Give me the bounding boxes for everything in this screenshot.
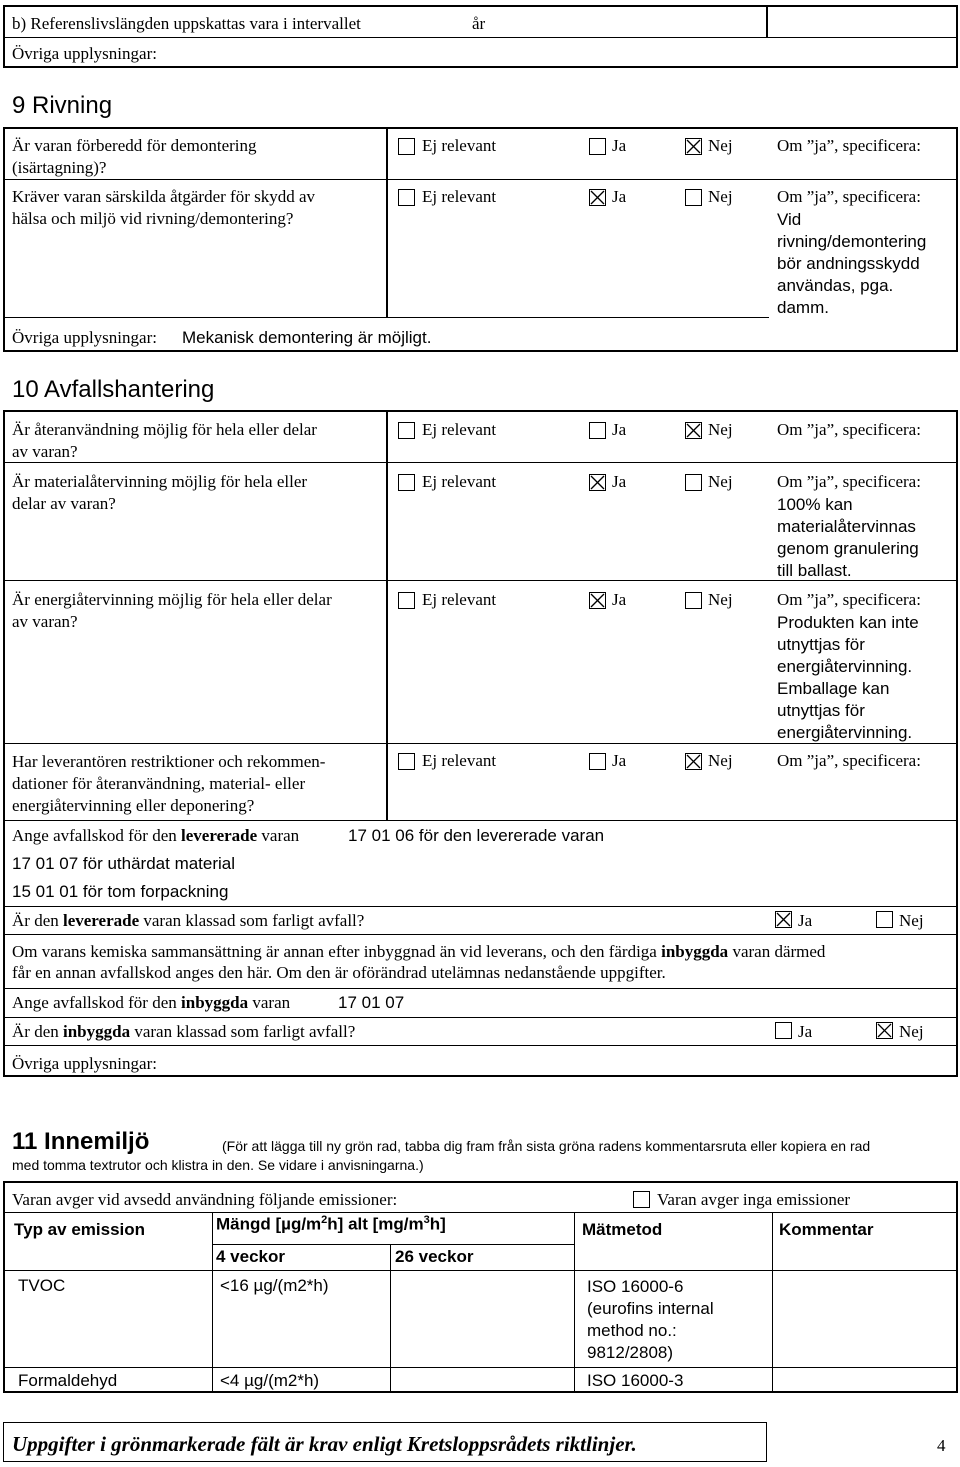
yes-checkbox[interactable] (775, 911, 792, 928)
specify-line: genom granulering (777, 539, 919, 558)
col-header-4w: 4 veckor (216, 1247, 285, 1266)
divider (766, 5, 768, 38)
divider (386, 127, 388, 317)
check-x-icon (686, 754, 701, 769)
no-checkbox[interactable] (876, 911, 893, 928)
no-checkbox[interactable] (685, 753, 702, 770)
waste-code-label (12, 826, 299, 846)
specify-text[interactable] (777, 612, 919, 744)
header-part: h] alt [mg/m (327, 1214, 424, 1234)
section-heading: 10 Avfallshantering (12, 376, 215, 403)
divider (386, 410, 388, 820)
col-header-amount (216, 1214, 446, 1235)
other-info-value[interactable]: Mekanisk demontering är möjligt. (182, 328, 432, 347)
col-header-comment: Kommentar (779, 1220, 874, 1239)
yes-checkbox[interactable] (589, 753, 606, 770)
option-label: Nej (899, 1022, 924, 1041)
option-label: Ej relevant (422, 420, 497, 439)
check-x-icon (776, 912, 791, 927)
specify-line: Emballage kan (777, 679, 890, 698)
emits-label: Varan avger vid avsedd användning följande emissioner: (12, 1190, 398, 1209)
label-part: varan klassad som farligt avfall? (134, 1022, 356, 1041)
specify-line: Produkten kan inte (777, 613, 919, 632)
yes-checkbox[interactable] (589, 189, 606, 206)
hazard-question (12, 911, 364, 931)
specify-text[interactable] (777, 209, 926, 319)
question-text: Är materialåtervinning möjlig för hela eller (12, 472, 308, 491)
option-label: Ja (612, 472, 627, 491)
divider (3, 1212, 958, 1213)
option-label: Ej relevant (422, 472, 497, 491)
hazard-question (12, 1022, 355, 1042)
label-part-bold: levererade (62, 911, 140, 930)
option-label: Nej (708, 590, 733, 609)
instruction-text: (För att lägga till ny grön rad, tabba dig fram från sista gröna radens kommentarsruta eller kopiera en rad (222, 1138, 871, 1154)
label-part: Ange avfallskod för den (12, 993, 177, 1012)
option-label: Nej (708, 136, 733, 155)
divider (3, 462, 958, 463)
not-relevant-checkbox[interactable] (398, 592, 415, 609)
col-header-26w: 26 veckor (395, 1247, 474, 1266)
specify-label: Om ”ja”, specificera: (777, 420, 921, 439)
label-part-bold: inbyggda (181, 993, 249, 1012)
option-label: Ja (612, 751, 627, 770)
question-text: energiåtervinning eller deponering? (12, 796, 255, 815)
specify-line: damm. (777, 298, 829, 317)
yes-checkbox[interactable] (589, 422, 606, 439)
option-label: Ja (798, 1022, 813, 1041)
yes-checkbox[interactable] (589, 474, 606, 491)
header-part: Mängd [µg/m (216, 1214, 322, 1234)
question-text: Är återanvändning möjlig för hela eller delar (12, 420, 317, 439)
footer-text: Uppgifter i grönmarkerade fält är krav enligt Kretsloppsrådets riktlinjer. (12, 1432, 637, 1456)
no-checkbox[interactable] (685, 422, 702, 439)
emission-type-cell[interactable]: TVOC (18, 1276, 66, 1295)
method-line: method no.: (587, 1321, 677, 1340)
waste-code-value[interactable]: 15 01 01 för tom forpackning (12, 882, 229, 901)
divider (3, 1270, 958, 1271)
specify-text[interactable] (777, 494, 919, 582)
section-heading: 11 Innemiljö (12, 1128, 150, 1155)
option-label: Ej relevant (422, 751, 497, 770)
option-label: Ej relevant (422, 590, 497, 609)
check-x-icon (877, 1023, 892, 1038)
label-part: Ange avfallskod för den (12, 826, 177, 845)
divider (390, 1244, 391, 1393)
divider (3, 906, 958, 907)
check-x-icon (686, 139, 701, 154)
not-relevant-checkbox[interactable] (398, 422, 415, 439)
yes-checkbox[interactable] (589, 592, 606, 609)
builtin-code-value[interactable]: 17 01 07 (338, 993, 405, 1012)
not-relevant-checkbox[interactable] (398, 474, 415, 491)
no-emissions-checkbox[interactable] (633, 1191, 650, 1208)
option-label: Ej relevant (422, 136, 497, 155)
check-x-icon (590, 475, 605, 490)
option-label: Ja (612, 136, 627, 155)
waste-code-value[interactable]: 17 01 07 för uthärdat material (12, 854, 236, 873)
specify-label: Om ”ja”, specificera: (777, 590, 921, 609)
divider (3, 317, 769, 318)
emission-method-cell[interactable] (587, 1276, 714, 1364)
no-checkbox[interactable] (876, 1022, 893, 1039)
check-x-icon (590, 190, 605, 205)
header-part: h] (429, 1214, 446, 1234)
no-emissions-label: Varan avger inga emissioner (657, 1190, 851, 1209)
section-heading: 9 Rivning (12, 92, 113, 119)
emission-method-cell[interactable]: ISO 16000-3 (587, 1371, 684, 1390)
specify-line: utnyttjas för (777, 701, 865, 720)
question-text: Är varan förberedd för demontering (12, 136, 257, 155)
option-label: Ja (612, 420, 627, 439)
specify-line: energiåtervinning. (777, 723, 913, 742)
option-label: Nej (708, 420, 733, 439)
col-header-type: Typ av emission (14, 1220, 146, 1239)
divider (3, 1017, 958, 1018)
option-label: Nej (899, 911, 924, 930)
divider (3, 988, 958, 989)
method-line: (eurofins internal (587, 1299, 714, 1318)
label-part-bold: levererade (181, 826, 258, 845)
other-info-label: Övriga upplysningar: (12, 44, 157, 63)
other-info-label: Övriga upplysningar: (12, 328, 157, 347)
no-checkbox[interactable] (685, 189, 702, 206)
label-part: varan (252, 993, 291, 1012)
method-line: ISO 16000-6 (587, 1277, 684, 1296)
label-part: Om varans kemiska sammansättning är annan efter inbyggnad än vid leverans, och den färdiga (12, 942, 657, 961)
col-header-method: Mätmetod (582, 1220, 663, 1239)
question-text: Har leverantören restriktioner och rekommen- (12, 752, 326, 771)
specify-label: Om ”ja”, specificera: (777, 472, 921, 491)
divider (3, 1367, 958, 1368)
lifespan-unit: år (472, 14, 486, 33)
question-text: (isärtagning)? (12, 158, 107, 177)
page-number: 4 (937, 1436, 946, 1455)
question-text: Är energiåtervinning möjlig för hela eller delar (12, 590, 332, 609)
instruction-text: med tomma textrutor och klistra in den. Se vidare i anvisningarna.) (12, 1157, 424, 1173)
specify-line: bör andningsskydd (777, 254, 920, 273)
specify-line: energiåtervinning. (777, 657, 913, 676)
check-x-icon (686, 423, 701, 438)
not-relevant-checkbox[interactable] (398, 753, 415, 770)
divider (3, 820, 958, 821)
option-label: Ja (798, 911, 813, 930)
emission-4w-cell[interactable]: <16 µg/(m2*h) (220, 1276, 329, 1295)
not-relevant-checkbox[interactable] (398, 189, 415, 206)
note-text (12, 942, 825, 962)
divider (772, 1212, 773, 1393)
label-part: varan (261, 826, 300, 845)
waste-code-value[interactable]: 17 01 06 för den levererade varan (348, 826, 605, 845)
emission-4w-cell[interactable]: <4 µg/(m2*h) (220, 1371, 320, 1390)
specify-line: 100% kan (777, 495, 853, 514)
other-info-label: Övriga upplysningar: (12, 1054, 157, 1073)
lifespan-label: b) Referenslivslängden uppskattas vara i intervallet (12, 14, 361, 33)
yes-checkbox[interactable] (775, 1022, 792, 1039)
divider (3, 179, 958, 180)
label-part: varan klassad som farligt avfall? (143, 911, 365, 930)
header-sup: 2 (321, 1214, 328, 1226)
divider (3, 1045, 958, 1046)
label-part: Är den (12, 911, 59, 930)
specify-label: Om ”ja”, specificera: (777, 187, 921, 206)
no-checkbox[interactable] (685, 138, 702, 155)
builtin-code-label (12, 993, 290, 1013)
specify-label: Om ”ja”, specificera: (777, 136, 921, 155)
question-text: Kräver varan särskilda åtgärder för skydd av (12, 187, 316, 206)
divider (3, 37, 958, 38)
no-checkbox[interactable] (685, 592, 702, 609)
yes-checkbox[interactable] (589, 138, 606, 155)
option-label: Nej (708, 751, 733, 770)
specify-line: till ballast. (777, 561, 852, 580)
emission-type-cell[interactable]: Formaldehyd (18, 1371, 118, 1390)
question-text: dationer för återanvändning, material- eller (12, 774, 306, 793)
divider (574, 1212, 575, 1393)
header-sup: 3 (423, 1214, 430, 1226)
specify-label: Om ”ja”, specificera: (777, 751, 921, 770)
question-text: delar av varan? (12, 494, 116, 513)
method-line: 9812/2808) (587, 1343, 674, 1362)
specify-line: materialåtervinnas (777, 517, 916, 536)
specify-line: användas, pga. (777, 276, 894, 295)
divider (212, 1212, 213, 1393)
not-relevant-checkbox[interactable] (398, 138, 415, 155)
divider (212, 1244, 574, 1245)
option-label: Nej (708, 472, 733, 491)
question-text: av varan? (12, 442, 78, 461)
specify-line: Vid (777, 210, 802, 229)
label-part-bold: inbyggda (661, 942, 729, 961)
label-part: varan därmed (732, 942, 826, 961)
check-x-icon (590, 593, 605, 608)
option-label: Ja (612, 590, 627, 609)
option-label: Ej relevant (422, 187, 497, 206)
option-label: Nej (708, 187, 733, 206)
note-text: får en annan avfallskod anges den här. Om den är oförändrad utelämnas nedanstående uppgifter. (12, 963, 666, 982)
no-checkbox[interactable] (685, 474, 702, 491)
label-part: Är den (12, 1022, 59, 1041)
divider (3, 934, 958, 935)
label-part-bold: inbyggda (62, 1022, 131, 1041)
specify-line: rivning/demontering (777, 232, 927, 251)
question-text: hälsa och miljö vid rivning/demontering? (12, 209, 294, 228)
question-text: av varan? (12, 612, 78, 631)
option-label: Ja (612, 187, 627, 206)
specify-line: utnyttjas för (777, 635, 865, 654)
